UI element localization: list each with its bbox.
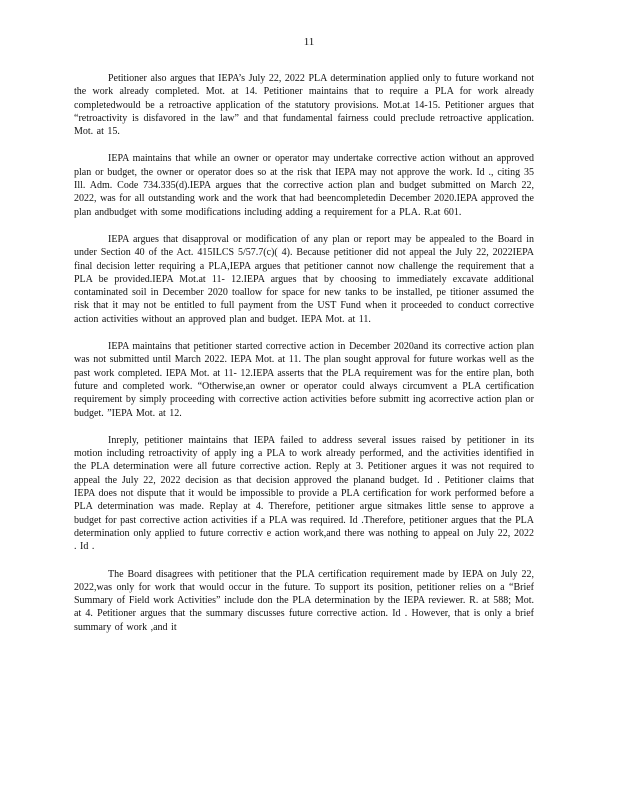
paragraph-plan-timing: IEPA maintains that petitioner started corrective action in December 2020and its corrective action plan was not submitted until March 2022. IEPA Mot. at 11. The plan sought approval for future workas well as the past work completed. IEPA Mot. at 11- 12.IEPA asserts that the PLA requirement was for the entire plan, both future and completed work. “Otherwise,an owner or operator could always circumvent a PLA certification requirement by simply proceeding with corrective action activities before submitt ing acorrective action plan or budget. ”IEPA Mot. at 12. <box>74 341 534 419</box>
paragraph-board-disagrees: The Board disagrees with petitioner that the PLA certification requirement made by IEPA on July 22, 2022,was only for work that would occur in the future. To support its position, petitioner relies on a “Brief Summary of Field work Activities” include don the PLA determination by the IEPA reviewer. R. at 588; Mot. at 4. Petitioner argues that the summary discusses future corrective action. Id . However, that is only a brief summary of work ,and it <box>74 568 534 633</box>
document-body <box>74 72 534 648</box>
paragraph-petitioner-reply: Inreply, petitioner maintains that IEPA failed to address several issues raised by petitioner in its motion including retroactivity of apply ing a PLA to work already performed, and the activities identified in the PLA determination were all future corrective action. Reply at 3. Petitioner argues it was not required to appeal the July 22, 2022 decision as that decision approved the planand budget. Id . Petitioner claims that IEPA does not dispute that it would be impossible to provide a PLA certification for work performed before a PLA determination was made. Replay at 4. Therefore, petitioner argue sitmakes little sense to approve a budget for past corrective action activities if a PLA was required. Id .Therefore, petitioner argues that the PLA determination only applied to future correctiv e action work,and there was nothing to appeal on July 22, 2022 . Id . <box>74 434 534 553</box>
page-number: 11 <box>303 36 315 48</box>
paragraph-retroactivity-argument: Petitioner also argues that IEPA’s July 22, 2022 PLA determination applied only to future workand not the work already completed. Mot. at 14. Petitioner maintains that to require a PLA for work already completedwould be a retroactive application of the statutory provisions. Mot.at 14-15. Petitioner argues that “retroactivity is disfavored in the law” and that fundamental fairness could preclude retroactive application. Mot. at 15. <box>74 73 534 138</box>
paragraph-appeal-requirement: IEPA argues that disapproval or modification of any plan or report may be appealed to the Board in under Section 40 of the Act. 415ILCS 5/57.7(c)( 4). Because petitioner did not appeal the July 22, 2022IEPA final decision letter requiring a PLA,IEPA argues that petitioner cannot now challenge the requirement that a PLA be provided.IEPA Mot.at 11- 12.IEPA argues that by choosing to immediately excavate additional contaminated soil in December 2020 toallow for space for new tanks to be installed, pe titioner assumed the risk that it may not be entitled to full payment from the UST Fund when it proceeded to conduct corrective action activities without an approved plan and budget. IEPA Mot. at 11. <box>74 233 534 325</box>
paragraph-iepa-approval-risk: IEPA maintains that while an owner or operator may undertake corrective action without an approved plan or budget, the owner or operator does so at the risk that IEPA may not approve the work. Id ., citing 35 Ill. Adm. Code 734.335(d).IEPA argues that the corrective action plan and budget submitted on March 22, 2022, was for all outstanding work and the work that had beencompletedin December 2020.IEPA approved the plan andbudget with some modifications including adding a requirement for a PLA. R.at 601. <box>74 153 534 218</box>
